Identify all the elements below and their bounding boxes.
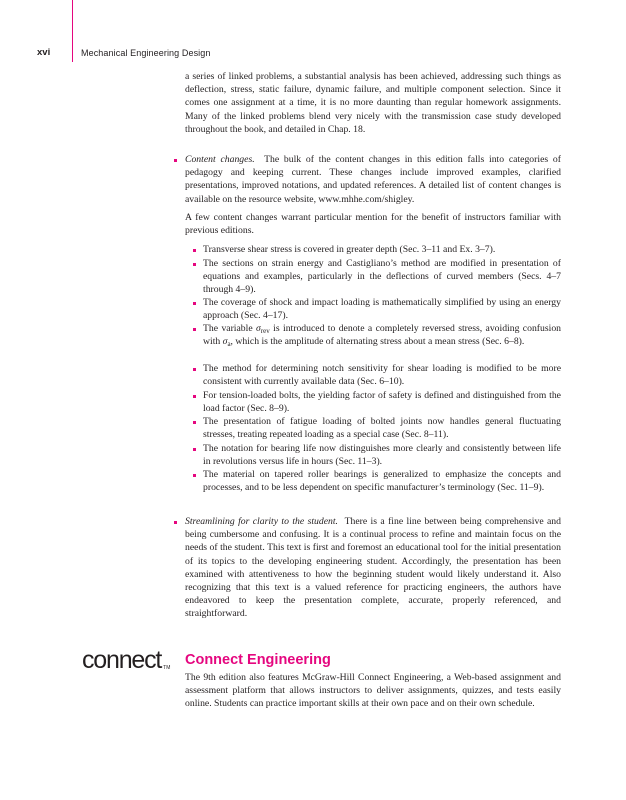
- bullet-content-changes: [174, 159, 177, 162]
- list-bullet: [193, 249, 196, 252]
- list-bullet: [193, 474, 196, 477]
- section-heading-connect: Connect Engineering: [185, 652, 331, 668]
- list-item: The presentation of fatigue loading of bolted joints now handles general fluctuating stresses, treating repeated loading as a special case (Sec. 8–11).: [203, 416, 561, 441]
- sigma-symbol: σ: [256, 323, 261, 334]
- sigma-a-symbol: [223, 336, 231, 347]
- list-item: The coverage of shock and impact loading is mathematically simplified by using an energy approach (Sec. 4–17).: [203, 297, 561, 322]
- list-bullet: [193, 448, 196, 451]
- list-item: [203, 322, 561, 348]
- list-bullet: [193, 328, 196, 331]
- content-changes-lead: Content changes.: [185, 154, 255, 165]
- list-item: The sections on strain energy and Castigliano’s method are modified in presentation of equations and examples, particularly in the deflections of curved members (Secs. 4–7 through 4–9).: [203, 258, 561, 296]
- content-changes-followup: A few content changes warrant particular mention for the benefit of instructors familiar with previous editions.: [185, 212, 561, 237]
- connect-logo-wordmark: connect: [82, 646, 162, 674]
- content-changes-text: The bulk of the content changes in this edition falls into categories of pedagogy and keeping current. These changes include improved examples, clarified presentations, improved notations, and updated references. A detailed list of content changes is available on the resource website, www.mhhe.com/shigley.: [185, 154, 562, 205]
- page-folio: xvi: [37, 47, 51, 58]
- list-bullet: [193, 368, 196, 371]
- streamlining-paragraph: [185, 515, 561, 621]
- list-bullet: [193, 263, 196, 266]
- intro-paragraph: a series of linked problems, a substantial analysis has been achieved, addressing such things as deflection, stress, static failure, dynamic failure, and multiple component selection. Since it comes one assignment at a time, it is no more daunting than regular homework assignments. Many of the linked problems blend very nicely with the transmission case study developed throughout the book, and detailed in Chap. 18.: [185, 71, 561, 135]
- content-changes-paragraph: [185, 153, 561, 206]
- streamlining-text: There is a fine line between being comprehensive and being cumbersome and confusing. It is a continual process to refine and maintain focus on the needs of the student. This text is first and foremost an educational tool for the initial presentation of its topics to the developing engineering student. Accordingly, the presentation has been examined with attentiveness to how the beginning student would likely understand it. Also recognizing that this text is a valued reference for practicing engineers, the authors have endeavored to keep the presentation complete, accurate, properly referenced, and straightforward.: [185, 516, 561, 620]
- bullet-streamlining: [174, 521, 177, 524]
- list-item-text: , which is the amplitude of alternating stress about a mean stress (Sec. 6–8).: [230, 336, 525, 348]
- list-item-text: is introduced to denote a completely reversed stress, avoiding confusion with: [203, 323, 562, 348]
- running-title: Mechanical Engineering Design: [81, 47, 211, 58]
- header-rule: [72, 0, 73, 62]
- sigma-subscript: a: [227, 340, 231, 349]
- list-item: The notation for bearing life now distinguishes more clearly and consistently between life in revolutions versus life in hours (Sec. 11–3).: [203, 443, 561, 468]
- list-bullet: [193, 421, 196, 424]
- list-item-text: The variable: [203, 323, 253, 334]
- sigma-subscript: rev: [260, 327, 270, 335]
- list-item: The method for determining notch sensitivity for shear loading is modified to be more consistent with currently available data (Sec. 6–10).: [203, 363, 561, 388]
- connect-paragraph: The 9th edition also features McGraw-Hill Connect Engineering, a Web-based assignment and assessment platform that allows instructors to deliver assignments, quizzes, and tests easily online. Students can practice important skills at their own pace and on their own schedule.: [185, 672, 561, 710]
- list-item: The material on tapered roller bearings is generalized to emphasize the concepts and processes, and to be less dependent on specific manufacturer’s terminology (Sec. 11–9).: [203, 469, 561, 494]
- streamlining-lead: Streamlining for clarity to the student.: [185, 516, 338, 527]
- list-bullet: [193, 302, 196, 305]
- list-bullet: [193, 395, 196, 398]
- list-item: For tension-loaded bolts, the yielding factor of safety is defined and distinguished from the load factor (Sec. 8–9).: [203, 390, 561, 415]
- connect-logo: [82, 645, 171, 675]
- list-item: Transverse shear stress is covered in greater depth (Sec. 3–11 and Ex. 3–7).: [203, 244, 496, 255]
- trademark-mark: TM: [163, 665, 171, 671]
- sigma-symbol: σ: [222, 336, 228, 348]
- sigma-rev-symbol: [256, 323, 270, 334]
